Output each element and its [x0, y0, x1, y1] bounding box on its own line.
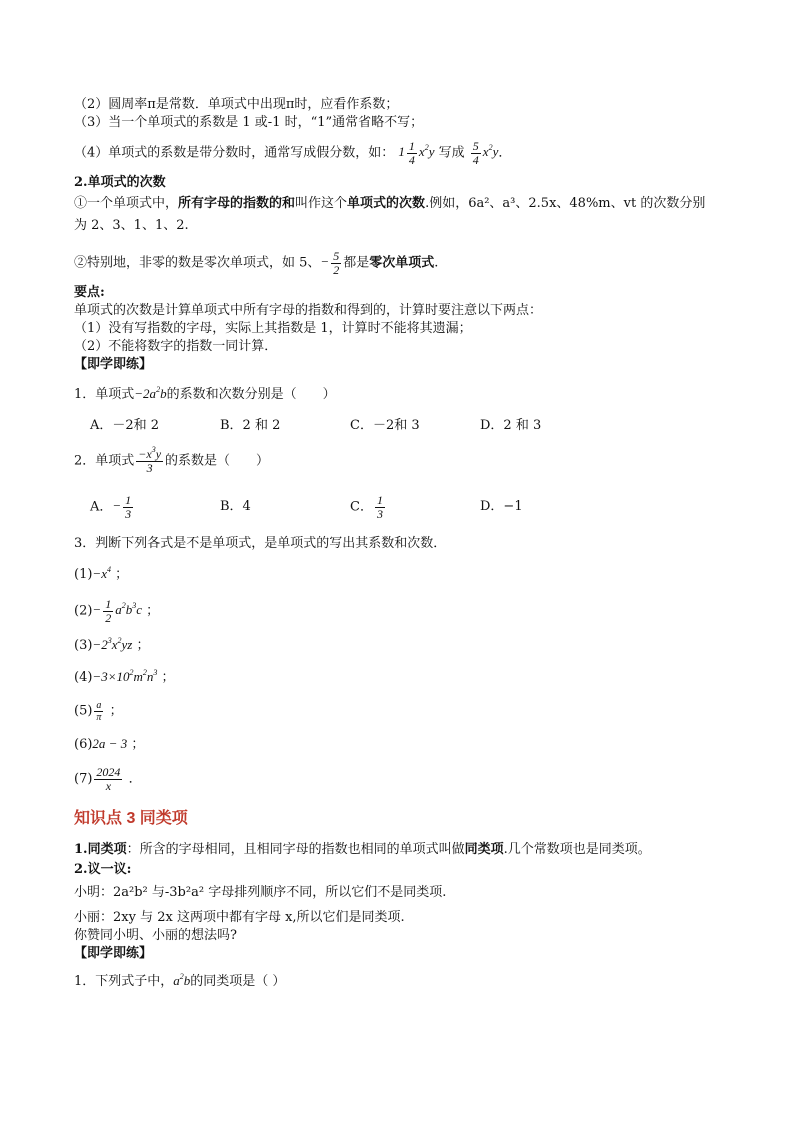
- note-4: [74, 140, 511, 167]
- q3-item-5: (5) $\frac{a}{\pi}$ ；: [74, 700, 123, 723]
- q2-option-b[interactable]: B．4: [220, 499, 251, 515]
- q2-option-d[interactable]: D．−1: [480, 499, 523, 515]
- text: ①一个单项式中，: [74, 196, 179, 211]
- question-3: 3．判断下列各式是不是单项式，是单项式的写出其系数和次数．: [74, 536, 447, 551]
- text: .例如，6a²、a³、2.5x、48%m、vt 的次数分别: [425, 196, 706, 211]
- text: .几个常数项也是同类项。: [503, 842, 651, 857]
- text: ：所含的字母相同，且相同字母的指数也相同的单项式叫做: [126, 842, 465, 857]
- emphasis: 单项式的次数: [347, 196, 426, 211]
- key-points-title: 要点:: [74, 285, 105, 300]
- emphasis: 所有字母的指数的和: [178, 196, 296, 211]
- note-2: （2）圆周率π是常数．单项式中出现π时，应看作系数；: [74, 97, 399, 112]
- punct: ；: [131, 737, 145, 752]
- text: 2．单项式: [74, 453, 135, 469]
- discuss-title: 2.议一议:: [74, 862, 132, 877]
- q3-item-7: (7) $\frac{2024}{x}$ ．: [74, 765, 142, 793]
- text: 叫作这个: [295, 196, 348, 211]
- q3-item-2: (2)− $\frac{1}{2}$ $a^2b^3c$ ；: [74, 597, 160, 625]
- q1-option-b[interactable]: B．2 和 2: [220, 418, 281, 433]
- label: (7): [74, 771, 93, 787]
- label: (4): [74, 670, 93, 685]
- degree-examples-cont: 为 2、3、1、1、2.: [74, 218, 189, 233]
- text: 1．单项式: [74, 387, 135, 402]
- degree-definition: [74, 195, 705, 213]
- text: 的系数是（ ）: [165, 453, 270, 469]
- note-4-mid: 写成: [438, 145, 465, 161]
- punct: ；: [136, 638, 150, 653]
- q1-option-c[interactable]: C．－2和 3: [350, 418, 420, 433]
- q2-option-c[interactable]: C． $\frac{1}{3}$: [350, 493, 383, 521]
- neg-five-halves: − $\frac{5}{2}$: [320, 249, 340, 277]
- q-monomial: $a^2b$: [173, 972, 191, 988]
- punct: ．: [128, 771, 142, 787]
- section-degree-title: 2.单项式的次数: [74, 175, 166, 190]
- emphasis: 1.同类项: [74, 842, 127, 857]
- q2-choices: [90, 494, 610, 521]
- label: (1): [74, 567, 93, 582]
- discussion-question: 你赞同小明、小丽的想法吗?: [74, 928, 237, 943]
- q3-item-1: $(1)-x^4$ ；: [74, 565, 129, 582]
- q1-choices: [90, 414, 610, 433]
- label: C．: [350, 499, 373, 515]
- practice-label-2: 【即学即练】: [74, 946, 153, 961]
- key-point-2: （1）没有写指数的字母，实际上其指数是 1，计算时不能将其遗漏；: [74, 321, 472, 336]
- q3-item-3: $(3)-2^3x^2yz$ ；: [74, 636, 150, 653]
- q2-monomial: $\frac{-x^3y}{3}$: [138, 445, 162, 475]
- note-4-text: （4）单项式的系数是带分数时，通常写成假分数，如：: [74, 145, 395, 161]
- xiaoli-statement: 小丽：2xy 与 2x 这两项中都有字母 x,所以它们是同类项.: [74, 910, 405, 925]
- text: 1．下列式子中，: [74, 974, 174, 989]
- mixed-fraction-example: 1 $\frac{1}{4}$ $x^2y$: [398, 139, 435, 167]
- punct: ；: [115, 567, 129, 582]
- note-4-end: ．: [498, 145, 512, 161]
- label: (6): [74, 737, 93, 752]
- practice-label-1: 【即学即练】: [74, 357, 153, 372]
- zero-degree-note: [74, 250, 438, 277]
- q3-item-4: $(4)-3\times 10^2m^2n^3$ ；: [74, 668, 175, 685]
- punct: ；: [109, 703, 123, 719]
- knowledge-point-3-heading: 知识点 3 同类项: [74, 810, 188, 827]
- key-point-1: 单项式的次数是计算单项式中所有字母的指数和得到的，计算时要注意以下两点：: [74, 303, 543, 318]
- key-point-3: （2）不能将数字的指数一同计算．: [74, 339, 278, 354]
- like-terms-definition: [74, 841, 651, 859]
- label: A．: [90, 499, 113, 515]
- q1-option-a[interactable]: A．－2和 2: [90, 418, 160, 433]
- question-1: [74, 385, 336, 404]
- text: 都是: [343, 255, 370, 271]
- q2-option-a[interactable]: A．− $\frac{1}{3}$: [90, 493, 132, 521]
- text: .: [434, 255, 439, 271]
- q1-monomial: $-2a^2b$: [134, 385, 167, 401]
- xiaoming-statement: 小明：2a²b² 与-3b²a² 字母排列顺序不同，所以它们不是同类项.: [74, 885, 447, 900]
- punct: ；: [146, 603, 160, 619]
- emphasis: 同类项: [464, 842, 504, 857]
- text: 的同类项是（ ）: [190, 974, 286, 989]
- punct: ；: [161, 670, 175, 685]
- label: (3): [74, 638, 93, 653]
- question-2: [74, 445, 270, 475]
- like-terms-question-1: [74, 972, 285, 991]
- note-3: （3）当一个单项式的系数是 1 或-1 时，“1”通常省略不写；: [74, 115, 424, 130]
- q1-option-d[interactable]: D．2 和 3: [480, 418, 542, 433]
- q3-item-6: (6)2a − 3 ；: [74, 736, 145, 752]
- text: ②特别地，非零的数是零次单项式，如 5、: [74, 255, 321, 271]
- improper-fraction-example: $\frac{5}{4}$ $x^2y$: [472, 139, 499, 167]
- label: (5): [74, 703, 93, 719]
- text: 的系数和次数分别是（ ）: [166, 387, 336, 402]
- label: (2): [74, 603, 93, 619]
- emphasis: 零次单项式: [369, 255, 435, 271]
